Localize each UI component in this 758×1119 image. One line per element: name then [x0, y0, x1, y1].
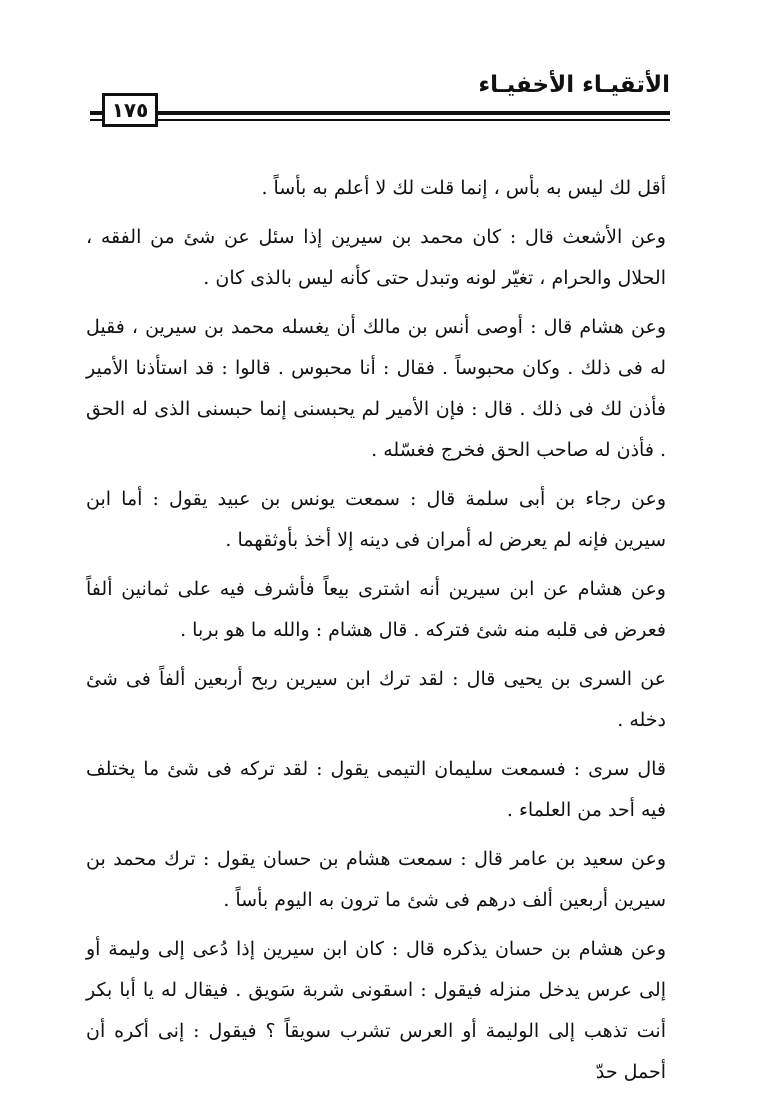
- header-rule-thin: [90, 119, 670, 121]
- header-rule-thick: [90, 111, 670, 115]
- paragraph-9: وعن هشام بن حسان يذكره قال : كان ابن سيرين إذا دُعى إلى وليمة أو إلى عرس يدخل منزله فيقول : اسقونى شربة سَويق . فيقال له يا أبا بكر أنت تذهب إلى الوليمة أو العرس تشرب سويقاً ؟ فيقول : إنى أكره أن أحمل حدّ: [86, 938, 666, 1083]
- page-number: ١٧٥: [102, 93, 158, 127]
- paragraph-1: أقل لك ليس به بأس ، إنما قلت لك لا أعلم به بأساً .: [261, 177, 666, 199]
- paragraph-6: عن السرى بن يحيى قال : لقد ترك ابن سيرين ربح أربعين ألفاً فى شئ دخله .: [86, 668, 666, 731]
- paragraph-5: وعن هشام عن ابن سيرين أنه اشترى بيعاً فأشرف فيه على ثمانين ألفاً فعرض فى قلبه منه شئ فتركه . قال هشام : والله ما هو بربا .: [86, 578, 666, 641]
- page-header: [90, 70, 670, 130]
- running-title: الأتقيـاء الأخفيـاء: [478, 72, 670, 98]
- paragraph-8: وعن سعيد بن عامر قال : سمعت هشام بن حسان يقول : ترك محمد بن سيرين أربعين ألف درهم فى شئ ما ترون به اليوم بأساً .: [86, 848, 666, 911]
- body-text: [86, 168, 666, 1099]
- paragraph-2: وعن الأشعث قال : كان محمد بن سيرين إذا سئل عن شئ من الفقه ، الحلال والحرام ، تغيّر لونه وتبدل حتى كأنه ليس بالذى كان .: [86, 226, 666, 289]
- paragraph-7: قال سرى : فسمعت سليمان التيمى يقول : لقد تركه فى شئ ما يختلف فيه أحد من العلماء .: [86, 758, 666, 821]
- paragraph-3: وعن هشام قال : أوصى أنس بن مالك أن يغسله محمد بن سيرين ، فقيل له فى ذلك . وكان محبوساً . فقال : أنا محبوس . قالوا : قد استأذنا الأمير فأذن لك فى ذلك . قال : فإن الأمير لم يحبسنى إنما حبسنى الذى له الحق . فأذن له صاحب الحق فخرج فغسّله .: [86, 316, 666, 461]
- paragraph-4: وعن رجاء بن أبى سلمة قال : سمعت يونس بن عبيد يقول : أما ابن سيرين فإنه لم يعرض له أمران فى دينه إلا أخذ بأوثقهما .: [86, 488, 666, 551]
